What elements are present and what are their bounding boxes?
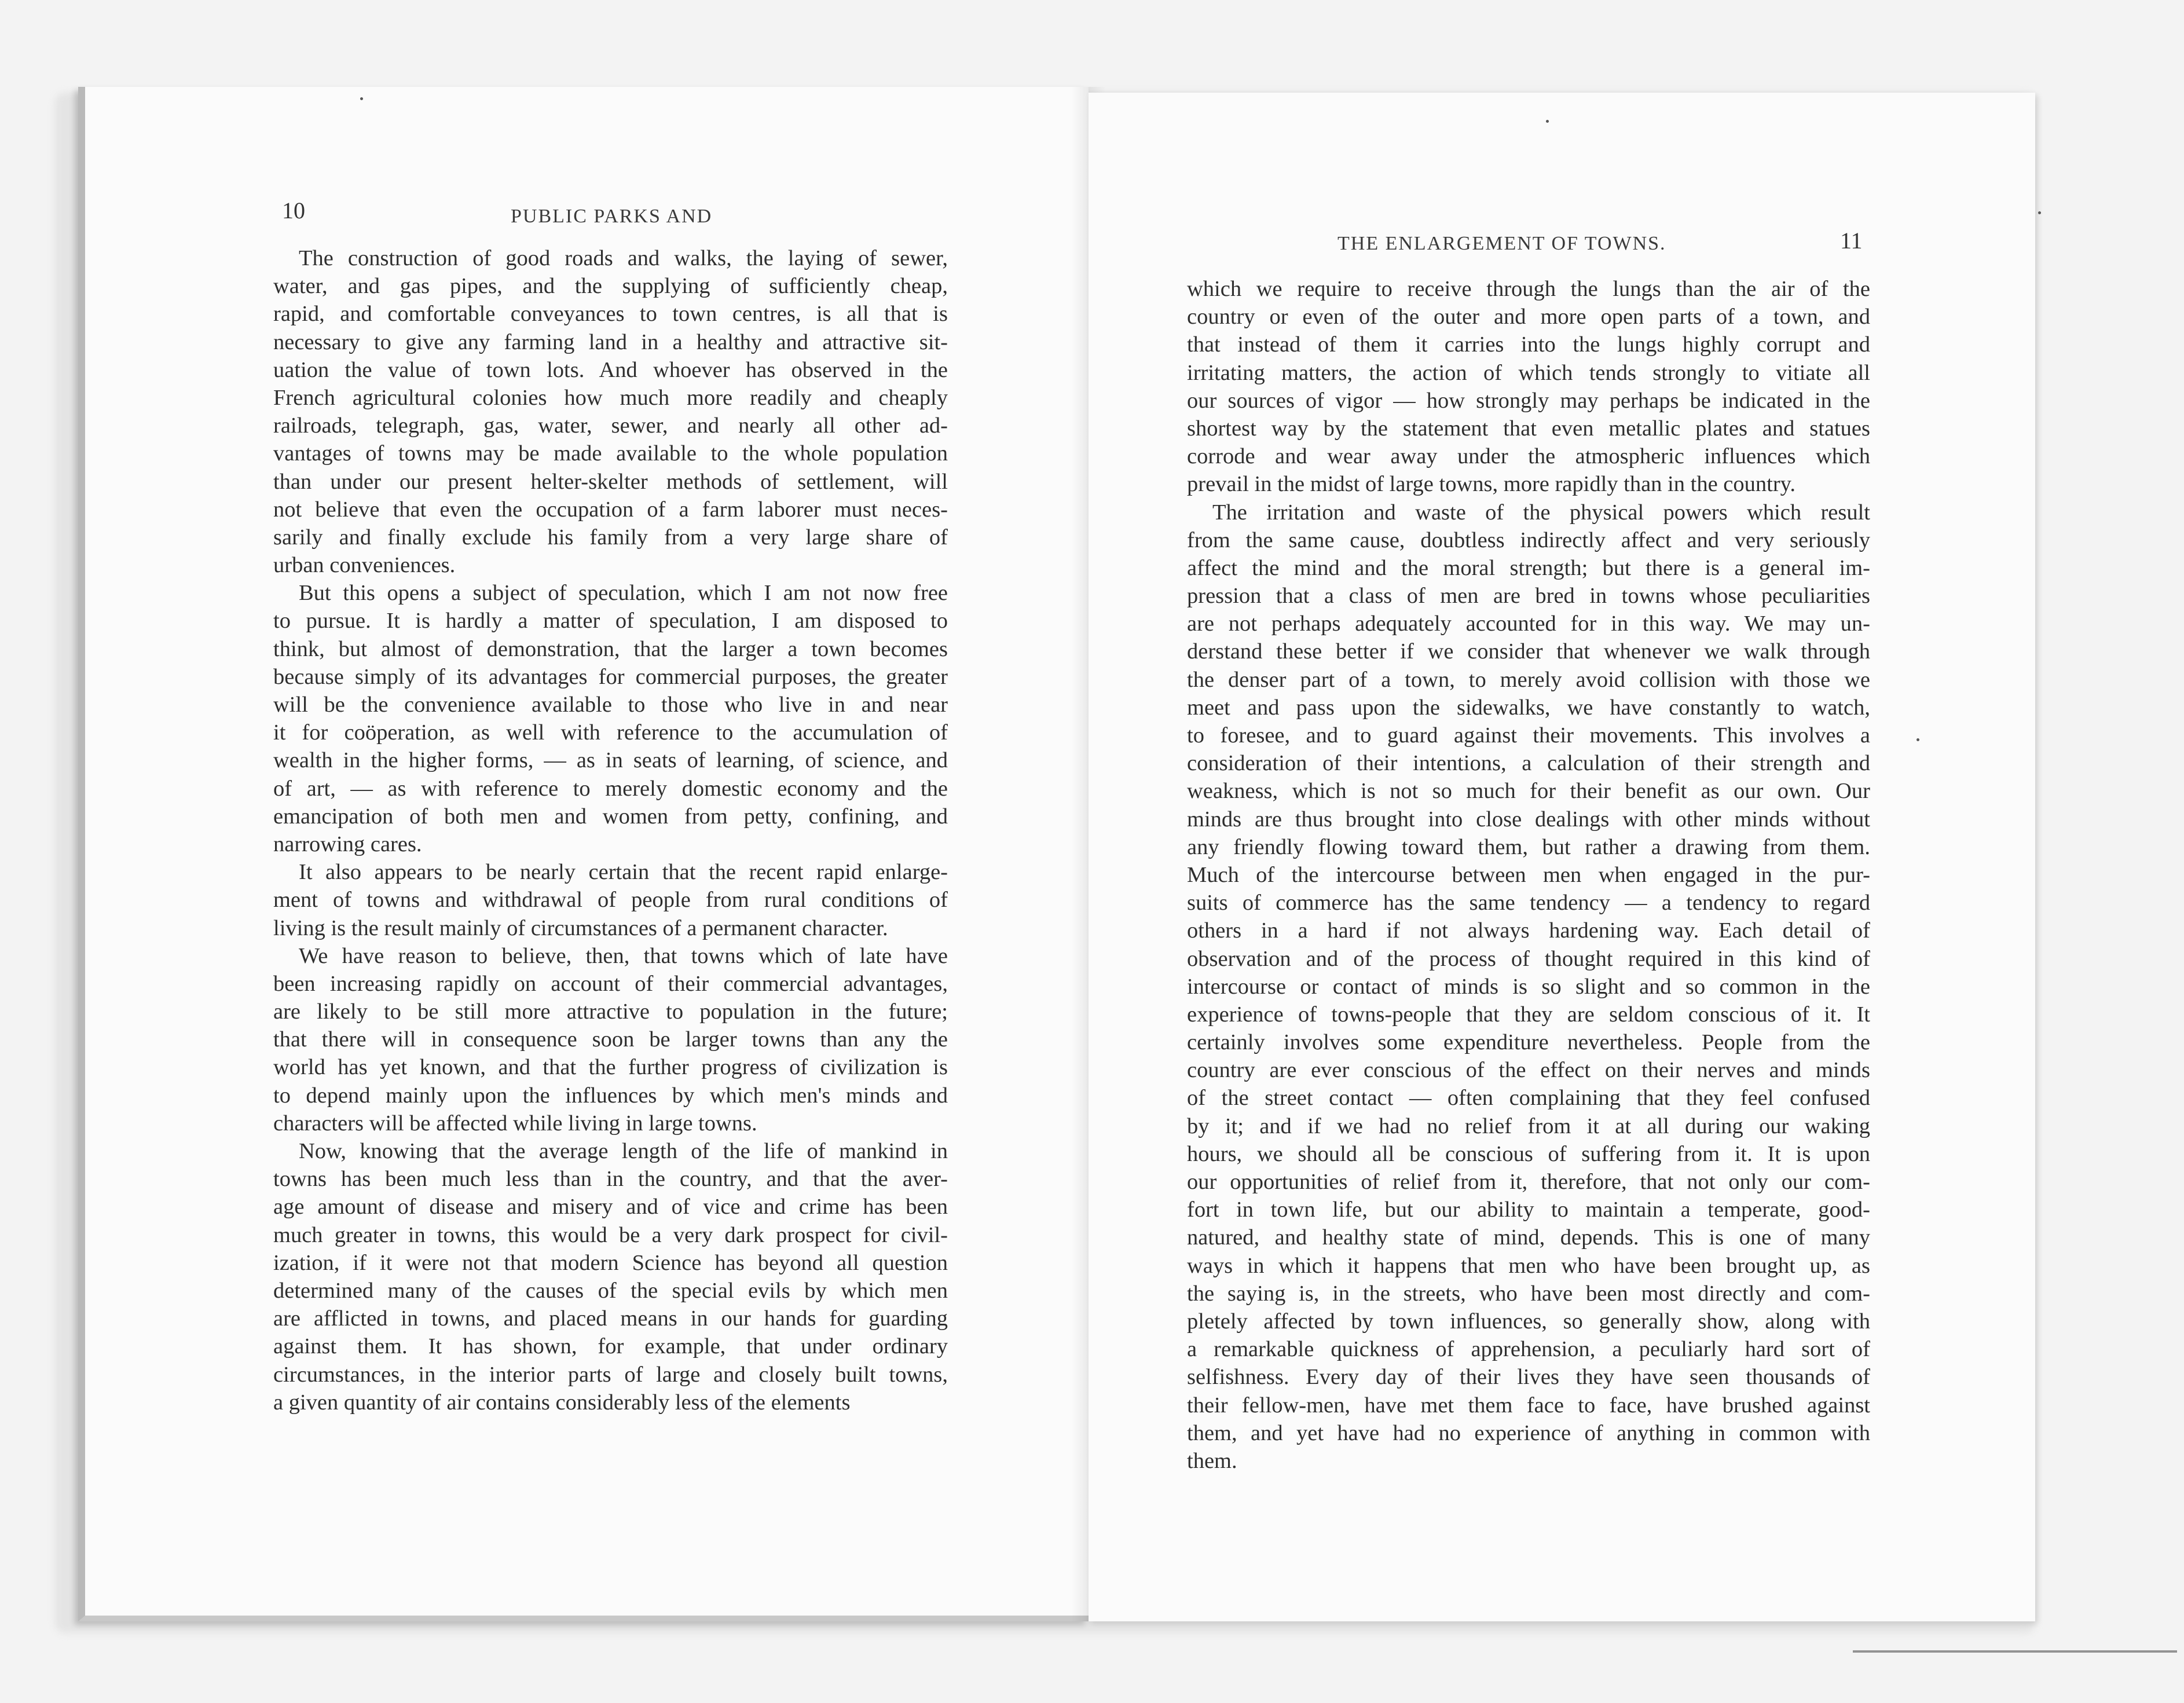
right-text-line: affect the mind and the moral strength; but there is a general im- bbox=[1187, 555, 1870, 580]
left-text-line: ment of towns and withdrawal of people from rural conditions of bbox=[273, 888, 948, 913]
right-text-line: from the same cause, doubtless indirectly affect and very seriously bbox=[1187, 528, 1870, 552]
right-text-line: to foresee, and to guard against their movements. This involves a bbox=[1187, 723, 1870, 748]
scan-speck bbox=[2038, 211, 2041, 214]
left-text-line: not believe that even the occupation of a farm laborer must neces- bbox=[273, 497, 948, 522]
left-paragraph bbox=[273, 579, 948, 858]
left-paragraph bbox=[273, 858, 948, 942]
right-text-line: irritating matters, the action of which tends strongly to vitiate all bbox=[1187, 360, 1870, 385]
scan-speck bbox=[360, 97, 363, 100]
right-text-line: certainly involves some expenditure nevertheless. People from the bbox=[1187, 1030, 1870, 1055]
left-page-body bbox=[273, 244, 948, 1416]
right-text-line: prevail in the midst of large towns, more rapidly than in the country. bbox=[1187, 472, 1796, 497]
left-text-line: The construction of good roads and walks, the laying of sewer, bbox=[299, 246, 948, 270]
right-text-line: intercourse or contact of minds is so slight and so common in the bbox=[1187, 974, 1870, 999]
right-text-line: our sources of vigor — how strongly may perhaps be indicated in the bbox=[1187, 388, 1870, 413]
left-text-line: sarily and finally exclude his family from a very large share of bbox=[273, 525, 948, 550]
right-text-line: by it; and if we had no relief from it at all during our waking bbox=[1187, 1114, 1870, 1138]
left-text-line: wealth in the higher forms, — as in seats of learning, of science, and bbox=[273, 748, 948, 773]
right-text-line: pression that a class of men are bred in towns whose peculiarities bbox=[1187, 584, 1870, 609]
right-text-line: meet and pass upon the sidewalks, we have constantly to watch, bbox=[1187, 695, 1870, 720]
left-text-line: ization, if it were not that modern Science has beyond all question bbox=[273, 1250, 948, 1275]
left-text-line: characters will be affected while living in large towns. bbox=[273, 1111, 757, 1136]
left-text-line: against them. It has shown, for example, that under ordinary bbox=[273, 1334, 948, 1359]
right-text-line: them, and yet have had no experience of anything in common with bbox=[1187, 1420, 1870, 1445]
scan-speck bbox=[1546, 120, 1549, 123]
right-text-line: are not perhaps adequately accounted for in this way. We may un- bbox=[1187, 611, 1870, 636]
left-text-line: Now, knowing that the average length of the life of mankind in bbox=[299, 1139, 948, 1163]
left-text-line: are afflicted in towns, and placed means in our hands for guarding bbox=[273, 1306, 948, 1331]
left-text-line: vantages of towns may be made available to the whole population bbox=[273, 441, 948, 466]
right-text-line: others in a hard if not always hardening way. Each detail of bbox=[1187, 918, 1870, 943]
left-text-line: water, and gas pipes, and the supplying of sufficiently cheap, bbox=[273, 274, 948, 299]
left-text-line: necessary to give any farming land in a healthy and attractive sit- bbox=[273, 329, 948, 354]
right-page bbox=[1089, 93, 2035, 1621]
left-text-line: because simply of its advantages for commercial purposes, the greater bbox=[273, 664, 948, 689]
right-text-line: their fellow-men, have met them face to face, have brushed against bbox=[1187, 1393, 1870, 1418]
right-text-line: shortest way by the statement that even metallic plates and statues bbox=[1187, 416, 1870, 441]
left-page bbox=[78, 87, 1089, 1621]
left-text-line: French agricultural colonies how much more readily and cheaply bbox=[273, 385, 948, 410]
right-text-line: minds are thus brought into close dealings with other minds without bbox=[1187, 807, 1870, 832]
right-text-line: country or even of the outer and more open parts of a town, and bbox=[1187, 305, 1870, 329]
right-text-line: pletely affected by town influences, so generally show, along with bbox=[1187, 1309, 1870, 1334]
left-text-line: We have reason to believe, then, that towns which of late have bbox=[299, 943, 948, 968]
left-text-line: It also appears to be nearly certain that the recent rapid enlarge- bbox=[299, 860, 948, 885]
left-text-line: it for coöperation, as well with reference to the accumulation of bbox=[273, 720, 948, 745]
right-text-line: ways in which it happens that men who have been brought up, as bbox=[1187, 1253, 1870, 1278]
left-text-line: been increasing rapidly on account of their commercial advantages, bbox=[273, 971, 948, 996]
right-text-line: which we require to receive through the lungs than the air of the bbox=[1187, 277, 1870, 301]
left-text-line: will be the convenience available to those who live in and near bbox=[273, 693, 948, 717]
left-text-line: a given quantity of air contains considerably less of the elements bbox=[273, 1390, 851, 1415]
right-text-line: Much of the intercourse between men when engaged in the pur- bbox=[1187, 862, 1870, 887]
right-text-line: the denser part of a town, to merely avoid collision with those we bbox=[1187, 667, 1870, 692]
right-text-line: suits of commerce has the same tendency — a tendency to regard bbox=[1187, 891, 1870, 915]
left-text-line: determined many of the causes of the special evils by which men bbox=[273, 1278, 948, 1303]
right-text-line: natured, and healthy state of mind, depends. This is one of many bbox=[1187, 1225, 1870, 1250]
left-text-line: much greater in towns, this would be a very dark prospect for civil- bbox=[273, 1222, 948, 1247]
left-paragraph bbox=[273, 244, 948, 579]
left-text-line: But this opens a subject of speculation, which I am not now free bbox=[299, 581, 948, 606]
right-text-line: weakness, which is not so much for their benefit as our own. Our bbox=[1187, 779, 1870, 804]
right-text-line: hours, we should all be conscious of suffering from it. It is upon bbox=[1187, 1141, 1870, 1166]
right-text-line: The irritation and waste of the physical powers which result bbox=[1212, 500, 1870, 525]
right-text-line: fort in town life, but our ability to maintain a temperate, good- bbox=[1187, 1197, 1870, 1222]
right-text-line: corrode and wear away under the atmospheric influences which bbox=[1187, 444, 1870, 469]
scan-speck bbox=[1917, 738, 1919, 741]
left-text-line: are likely to be still more attractive to population in the future; bbox=[273, 999, 948, 1024]
left-text-line: that there will in consequence soon be larger towns than any the bbox=[273, 1027, 948, 1052]
left-paragraph bbox=[273, 1137, 948, 1416]
right-text-line: a remarkable quickness of apprehension, a peculiarly hard sort of bbox=[1187, 1337, 1870, 1362]
right-paragraph bbox=[1187, 275, 1870, 499]
left-text-line: living is the result mainly of circumstances of a permanent character. bbox=[273, 915, 888, 940]
left-paragraph bbox=[273, 942, 948, 1137]
right-text-line: them. bbox=[1187, 1448, 1237, 1473]
right-text-line: country are ever conscious of the effect on their nerves and minds bbox=[1187, 1058, 1870, 1083]
running-head-left: PUBLIC PARKS AND bbox=[511, 206, 713, 227]
right-text-line: the saying is, in the streets, who have been most directly and com- bbox=[1187, 1281, 1870, 1306]
right-text-line: selfishness. Every day of their lives they have seen thousands of bbox=[1187, 1365, 1870, 1390]
right-page-body bbox=[1187, 275, 1870, 1475]
left-text-line: urban conveniences. bbox=[273, 553, 456, 578]
left-text-line: than under our present helter-skelter methods of settlement, will bbox=[273, 469, 948, 494]
right-text-line: experience of towns-people that they are seldom conscious of it. It bbox=[1187, 1002, 1870, 1027]
left-text-line: towns has been much less than in the country, and that the aver- bbox=[273, 1167, 948, 1192]
left-text-line: of art, — as with reference to merely domestic economy and the bbox=[273, 776, 948, 801]
right-text-line: that instead of them it carries into the lungs highly corrupt and bbox=[1187, 332, 1870, 357]
right-paragraph bbox=[1187, 499, 1870, 1475]
running-head-right: THE ENLARGEMENT OF TOWNS. bbox=[1337, 233, 1666, 254]
scan-edge-line bbox=[1853, 1650, 2177, 1653]
left-text-line: think, but almost of demonstration, that the larger a town becomes bbox=[273, 636, 948, 661]
left-text-line: emancipation of both men and women from petty, confining, and bbox=[273, 804, 948, 829]
left-text-line: age amount of disease and misery and of vice and crime has been bbox=[273, 1195, 948, 1219]
left-text-line: rapid, and comfortable conveyances to town centres, is all that is bbox=[273, 302, 948, 327]
left-text-line: to pursue. It is hardly a matter of speculation, I am disposed to bbox=[273, 609, 948, 633]
right-text-line: of the street contact — often complaining that they feel confused bbox=[1187, 1086, 1870, 1111]
page-number-right: 11 bbox=[1840, 228, 1863, 254]
right-text-line: observation and of the process of thought required in this kind of bbox=[1187, 946, 1870, 971]
left-text-line: world has yet known, and that the further progress of civilization is bbox=[273, 1055, 948, 1080]
left-text-line: to depend mainly upon the influences by which men's minds and bbox=[273, 1083, 948, 1108]
left-text-line: narrowing cares. bbox=[273, 832, 422, 856]
right-text-line: our opportunities of relief from it, therefore, that not only our com- bbox=[1187, 1170, 1870, 1194]
right-text-line: derstand these better if we consider that whenever we walk through bbox=[1187, 639, 1870, 664]
right-text-line: any friendly flowing toward them, but rather a drawing from them. bbox=[1187, 834, 1870, 859]
left-text-line: circumstances, in the interior parts of large and closely built towns, bbox=[273, 1362, 948, 1387]
page-number-left: 10 bbox=[282, 197, 305, 224]
left-text-line: railroads, telegraph, gas, water, sewer, and nearly all other ad- bbox=[273, 413, 948, 438]
right-text-line: consideration of their intentions, a calculation of their strength and bbox=[1187, 751, 1870, 776]
left-text-line: uation the value of town lots. And whoever has observed in the bbox=[273, 357, 948, 382]
